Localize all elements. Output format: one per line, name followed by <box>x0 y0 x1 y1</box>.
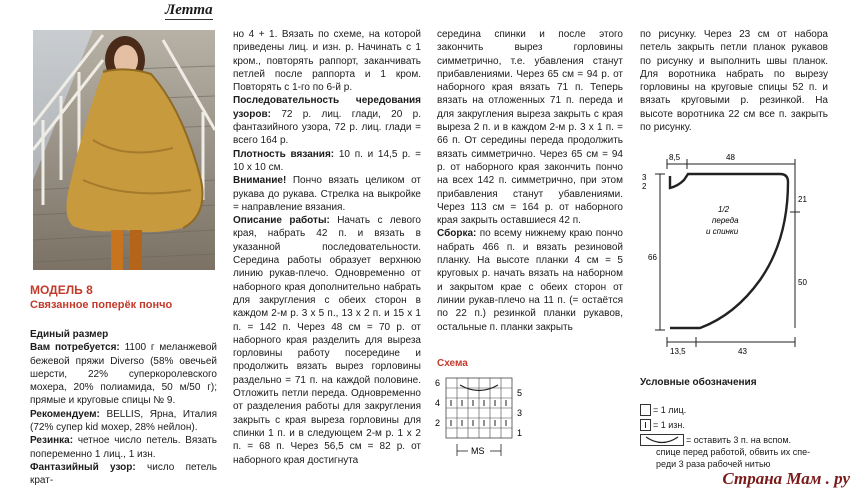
rib-label: Резинка: <box>30 435 74 447</box>
row-5-label: 5 <box>517 388 523 398</box>
size-label: Единый размер <box>30 329 109 340</box>
watermark: Страна Мам . ру <box>722 469 850 488</box>
model-subtitle: Связанное поперёк пончо <box>30 299 173 311</box>
legend-title: Условные обозначения <box>640 377 757 388</box>
legend-purl: = 1 изн. <box>640 419 685 431</box>
piece-label-2: и спинки <box>706 227 739 236</box>
dim-2: 2 <box>642 182 647 191</box>
model-title: МОДЕЛЬ 8 <box>30 283 93 297</box>
col4-para-1: по рисунку. Через 23 см от набора петель закрыть петли планок рукавов по рисунку и выполнить швы планок. Для воротника набрать по вырезу горловины на круговые спицы 52 п. и вязать круговыми р. резинкой. На высоте воротника 22 см все п. закрыть по рисунку. <box>640 29 828 134</box>
row-2-label: 2 <box>435 418 441 428</box>
attention-label: Внимание! <box>233 175 287 187</box>
legend-knit: = 1 лиц. <box>640 404 686 416</box>
cable-symbol <box>640 434 684 446</box>
density-text: 10 п. и 14,5 р. = 10 х 10 см. <box>233 148 422 173</box>
row-3-label: 3 <box>517 408 523 418</box>
schema-title: Схема <box>437 358 468 369</box>
col2-para-1: но 4 + 1. Вязать по схеме, на которой приведены лиц. и изн. р. Начинать с 1 кром., повторять раппорт, заканчивать петлей после раппорта и 1 кром. Повторять с 1-го по 6-й р. <box>233 29 421 94</box>
row-1-label: 1 <box>517 428 523 438</box>
legend-leave: = оставить 3 п. на вспом. <box>640 434 791 446</box>
piece-fraction: 1/2 <box>718 205 730 214</box>
dim-48: 48 <box>726 153 735 162</box>
dim-8-5: 8,5 <box>669 153 681 162</box>
dim-43: 43 <box>738 347 747 356</box>
row-6-label: 6 <box>435 378 441 388</box>
knitting-chart <box>432 372 532 482</box>
density-label: Плотность вязания: <box>233 148 335 160</box>
legend-leave-3: реди 3 раза рабочей нитью <box>656 459 771 469</box>
piece-label-1: переда <box>712 216 739 225</box>
brand-underline <box>165 19 213 20</box>
work-text: Начать с левого края, набрать 42 п. и вязать в указанной последовательности. Середина работы образует верхнюю линию рукав-плечо. Одновременно от наборного края дополнительно набрать для закругления с обеих сторон в каждом 2-м р. 3 х 5 п., 13 х 2 п. и 15 х 1 п. = 142 п. Через 48 см = 70 р. от наборного края разделить для выреза горловины работу посередине и продолжить вязать вырез горловины раздельно = 71 п. на каждой половине. Отложить петли переда. Одновременно от разделения работы для закругления закрыть с края выреза горловины для спинки 1 п. и в следующем 2-м р. 1 х 2 п. = 68 п. Через 56,5 см = 82 р. от наборного края достигнута <box>233 215 421 466</box>
col3-para-1: середина спинки и после этого закончить вырез горловины симметрично, т.е. убавления станут прибавлениями. Через 65 см = 94 р. от наборного края вязать 71 п. Теперь вязать на отложенных 71 п. переда и для закругления выреза закрыть с края выреза 2 п. и в каждом 2-м р. 3 х 1 п. = 66 п. От середины переда продолжить вязать симметрично. Через 65 см = 94 р. от наборного края закончить пончо на всех 142 п. симметрично, при этом прибавления станут убавлениями. Через 113 см = 164 р. от наборного края закрыть оставшиеся 42 п. <box>437 29 623 227</box>
work-label: Описание работы: <box>233 215 330 227</box>
dim-66: 66 <box>648 253 657 262</box>
model-photo <box>33 30 215 270</box>
needs-text: 1100 г меланжевой бежевой пряжи Diverso (58% овечьей шерсти, 22% суперкоролевского мохера, 20% полиамида, 50 м/50 г); прямые и круговые спицы № 9. <box>30 342 217 407</box>
row-4-label: 4 <box>435 398 441 408</box>
rec-label: Рекомендуем: <box>30 408 100 420</box>
column-3 <box>437 28 623 334</box>
needs-label: Вам потребуется: <box>30 342 120 354</box>
column-1 <box>30 328 217 488</box>
dim-13-5: 13,5 <box>670 347 686 356</box>
dim-50: 50 <box>798 278 807 287</box>
column-4 <box>640 28 828 134</box>
fancy-label: Фантазийный узор: <box>30 461 136 473</box>
pattern-diagram <box>640 150 840 360</box>
seq-label: Последовательность чередования узоров: <box>233 95 421 120</box>
fancy-text: число петель крат- <box>30 461 218 487</box>
attention-text: Пончо вязать целиком от рукава до рукава. Стрелка на выкройке = направление вязания. <box>233 175 421 213</box>
repeat-label: MS <box>471 446 485 456</box>
seq-text: 72 р. лиц. глади, 20 р. фантазийного узора, 72 р. лиц. глади = всего 164 р. <box>233 108 421 147</box>
dim-21: 21 <box>798 195 807 204</box>
knit-symbol <box>640 404 651 416</box>
purl-symbol <box>640 419 651 431</box>
assembly-text: по всему нижнему краю пончо набрать 466 п. и вязать резиновой планку. На высоте планки 4 см = 5 круговых р. начать вязать на наборном и закрытом крае с обеих сторон от линии рукав-плечо на 11 п. (= остаётся по 22 п.) резинкой планки рукавов, остальные п. планки закрыть <box>437 228 623 333</box>
assembly-label: Сборка: <box>437 228 477 240</box>
dim-3: 3 <box>642 173 647 182</box>
column-2 <box>233 28 421 467</box>
brand-title: Летта <box>165 2 213 18</box>
legend-leave-2: спице перед работой, обвить их спе- <box>656 447 811 457</box>
rib-text: четное число петель. Вязать попеременно 1 лиц., 1 изн. <box>30 435 217 460</box>
rec-text: BELLIS, Ярна, Италия (72% супер kid мохер, 28% нейлон). <box>30 408 217 434</box>
